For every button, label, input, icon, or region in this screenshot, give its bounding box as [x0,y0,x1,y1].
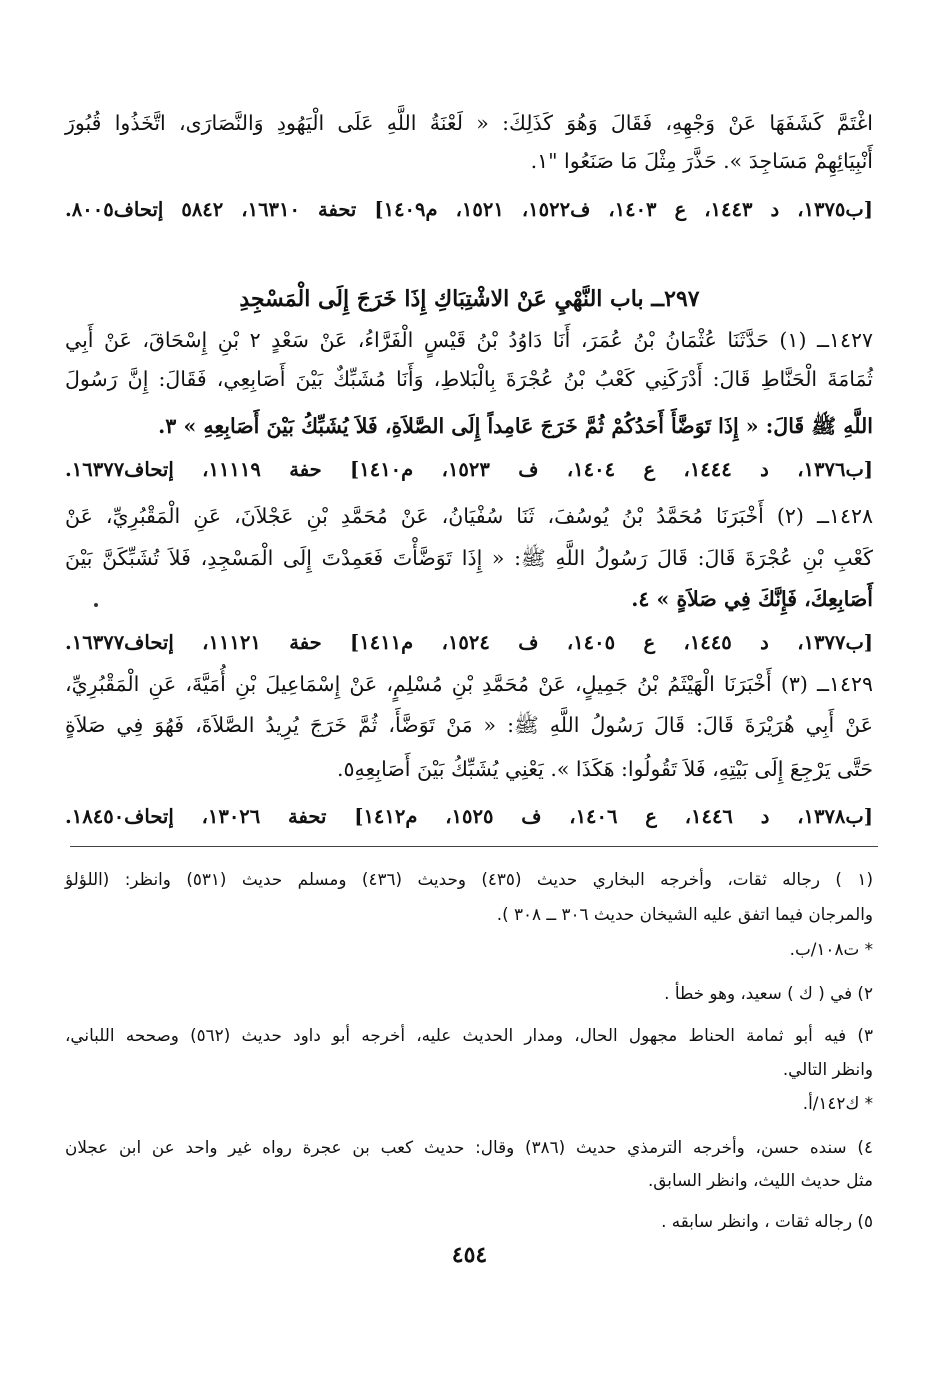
hadith-1429-line: عَنْ أَبِي هُرَيْرَةَ قَالَ: قَالَ رَسُولُ اللَّهِ ﷺ: « مَنْ تَوَضَّأَ، ثُمَّ خَرَجَ يُرِيدُ الصَّلاَةَ، فَهُوَ فِي صَلاَةٍ [65,713,873,737]
hadith-1428-line: كَعْبِ بْنِ عُجْرَةَ قَالَ: قَالَ رَسُولُ اللَّهِ ﷺ: « إِذَا تَوَضَّأْتَ فَعَمِدْتَ إِلَى الْمَسْجِدِ، فَلاَ تُشَبِّكَنَّ بَيْنَ [65,546,873,570]
footnote-line: ٢) في ( ك ) سعيد، وهو خطأ . [664,983,873,1003]
hadith-1427-line: ثُمَامَةَ الْحَنَّاطِ قَالَ: أَدْرَكَنِي كَعْبُ بْنُ عُجْرَةَ بِالْبَلاطِ، وَأَنَا مُشَبِّكٌ بَيْنَ أَصَابِعِي، فَقَالَ: إِنَّ رَسُولَ [65,367,873,391]
footnote-line: وانظر التالي. [782,1059,873,1079]
hadith-1428-line: ١٤٢٨ــ (٢) أَخْبَرَنَا مُحَمَّدُ بْنُ يُوسُفَ، ثَنَا سُفْيَانُ، عَنْ مُحَمَّدِ بْنِ عَجْلاَنَ، عَنِ الْمَقْبُرِيِّ، عَنْ [65,504,874,528]
hadith-1428-line: أَصَابِعِكَ، فَإِنَّكَ فِي صَلاَةٍ » ٤. [631,587,873,611]
footnote-line: مثل حديث الليث، وانظر السابق. [647,1170,873,1190]
footnote-line: ٣) فيه أبو ثمامة الحناط مجهول الحال، ومدار الحديث عليه، أخرجه أبو داود حديث (٥٦٢) وصححه اللباني، [65,1025,873,1045]
footnote-line: ٥) رجاله ثقات ، وانظر سابقه . [661,1211,873,1231]
chapter-heading: ٢٩٧ــ باب النَّهْيِ عَنْ الاشْتِبَاكِ إِذَا خَرَجَ إِلَى الْمَسْجِدِ [239,286,700,312]
footnote-line: ٤) سنده حسن، وأخرجه الترمذي حديث (٣٨٦) وقال: حديث كعب بن عجرة رواه غير واحد عن ابن عجلان [65,1137,873,1157]
footnote-line: * ت١٠٨/ب. [789,939,873,959]
hadith-1427-line: اللَّهِ ﷺ قَالَ: « إِذَا تَوَضَّأَ أَحَدُكُمْ ثُمَّ خَرَجَ عَامِداً إِلَى الصَّلاَةِ، فَلاَ يُشَبِّكُ بَيْنَ أَصَابِعِهِ » ٣. [158,414,873,438]
hadith-1429-line: حَتَّى يَرْجِعَ إِلَى بَيْتِهِ، فَلاَ تَقُولُوا: هَكَذَا ». يَعْنِي يُشَبِّكُ بَيْنَ أَصَابِعِهِ٥. [336,757,873,781]
text-line: اغْتَمَّ كَشَفَهَا عَنْ وَجْهِهِ، فَقَالَ وَهُوَ كَذَلِكَ: « لَعْنَةُ اللَّهِ عَلَى الْيَهُودِ وَالنَّصَارَى، اتَّخَذُوا قُبُورَ [65,111,873,135]
reference-line: [ب١٣٧٨، د ١٤٤٦، ع ١٤٠٦، ف ١٥٢٥، م١٤١٢] تحفة ١٣٠٢٦، إتحاف١٨٤٥٠. [65,805,874,828]
reference-line: [ب١٣٧٦، د ١٤٤٤، ع ١٤٠٤، ف ١٥٢٣، م١٤١٠] حفة ١١١١٩، إتحاف١٦٣٧٧. [65,458,874,481]
page-number: ٤٥٤ [451,1242,488,1268]
reference-line: [ب١٣٧٥، د ١٤٤٣، ع ١٤٠٣، ف١٥٢٢، ١٥٢١، م١٤٠٩] تحفة ١٦٣١٠، ٥٨٤٢ إتحاف٨٠٠٥. [65,198,874,221]
reference-line: [ب١٣٧٧، د ١٤٤٥، ع ١٤٠٥، ف ١٥٢٤، م١٤١١] حفة ١١١٢١، إتحاف١٦٣٧٧. [65,631,874,654]
footnote-divider [70,846,878,847]
footnote-line: * ك١٤٢/أ. [802,1093,873,1113]
footnote-line: (١ ) رجاله ثقات، وأخرجه البخاري حديث (٤٣٥) وحديث (٤٣٦) ومسلم حديث (٥٣١) وانظر: (اللؤلؤ [65,869,873,889]
footnote-line: والمرجان فيما اتفق عليه الشيخان حديث ٣٠٦ ــ ٣٠٨ ). [496,904,873,924]
ink-speck [94,603,98,607]
text-line: أَنْبِيَائِهِمْ مَسَاجِدَ ». حَذَّرَ مِثْلَ مَا صَنَعُوا "١. [530,149,873,173]
hadith-1429-line: ١٤٢٩ــ (٣) أَخْبَرَنَا الْهَيْثَمُ بْنُ جَمِيلٍ، عَنْ مُحَمَّدِ بْنِ مُسْلِمٍ، عَنْ إِسْمَاعِيلَ بْنِ أُمَيَّةَ، عَنِ الْمَقْبُرِيِّ، [65,672,874,696]
hadith-1427-line: ١٤٢٧ــ (١) حَدَّثَنَا عُثْمَانُ بْنُ عُمَرَ، أَنَا دَاوُدُ بْنُ قَيْسٍ الْفَرَّاءُ، عَنْ سَعْدٍ ٢ بْنِ إِسْحَاقَ، عَنْ أَبِي [65,328,874,352]
